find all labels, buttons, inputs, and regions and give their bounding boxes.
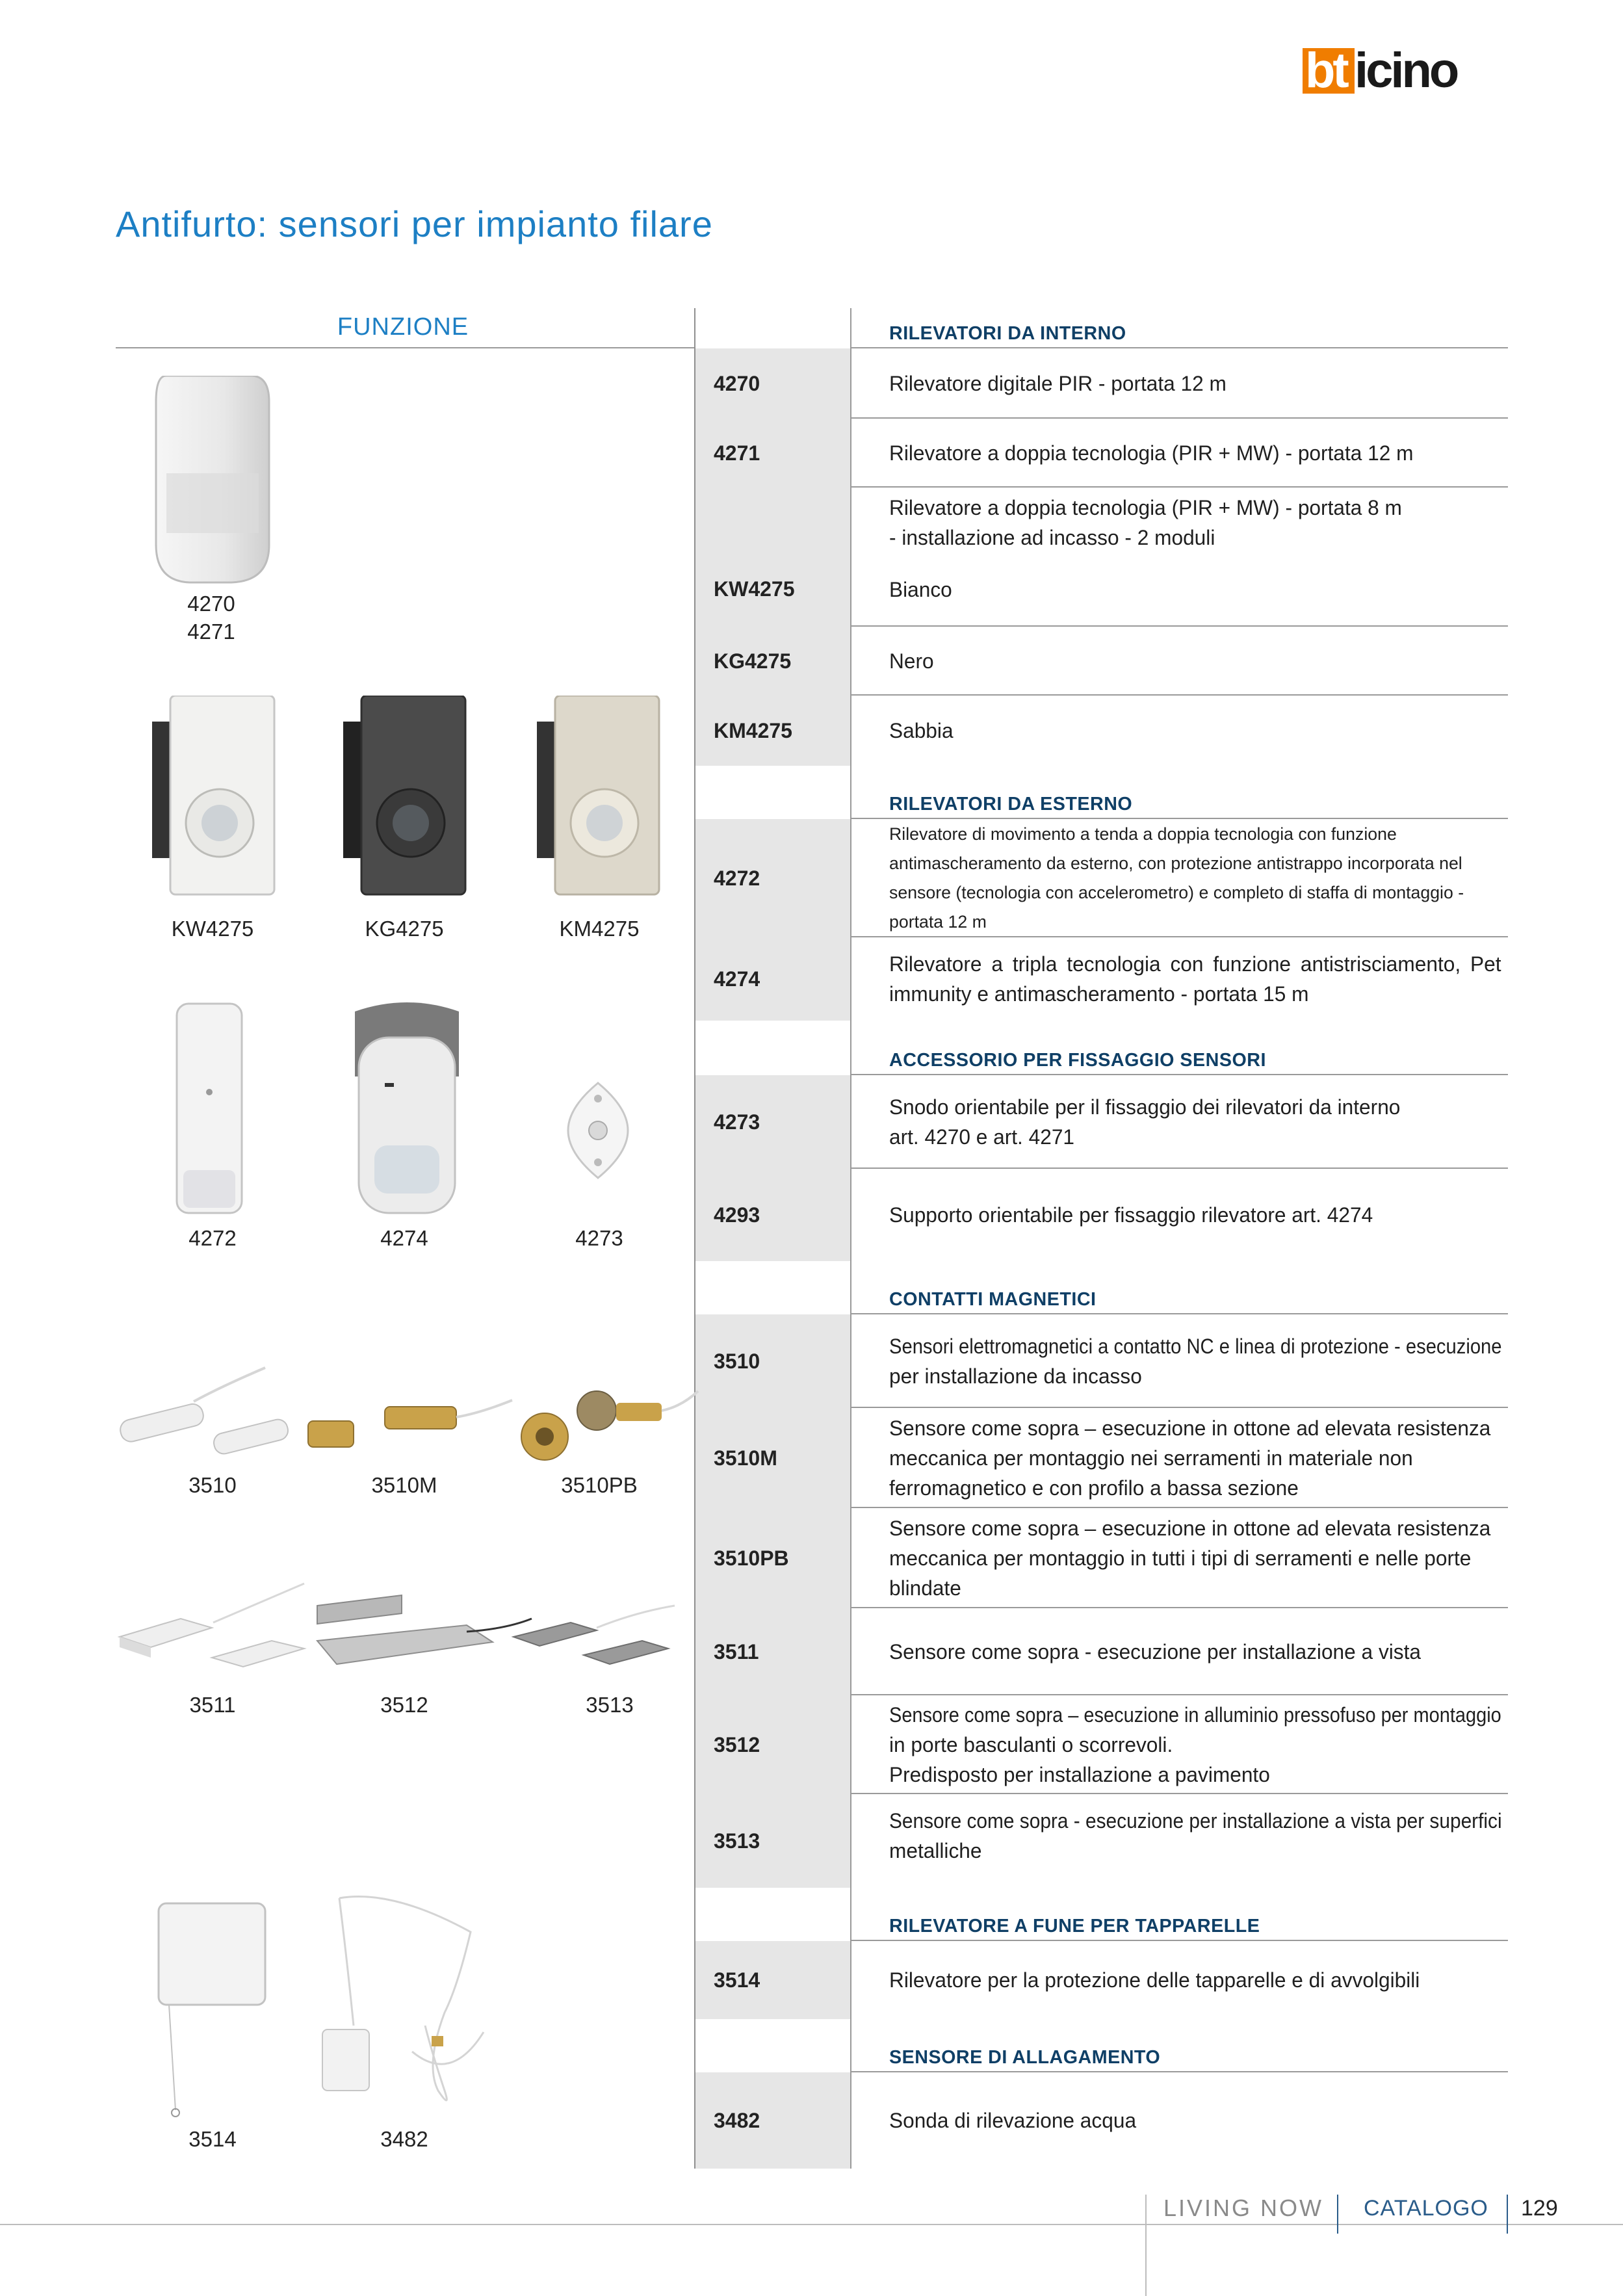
article-description: meccanica per montaggio nei serramenti in materiale non: [889, 1446, 1413, 1470]
page-title: Antifurto: sensori per impianto filare: [116, 203, 713, 244]
table-row: [695, 1695, 1508, 1794]
article-description: - installazione ad incasso - 2 moduli: [889, 526, 1215, 549]
recessed-sensor-sand-image: [533, 696, 663, 897]
article-code: 3510: [714, 1349, 760, 1373]
article-code: 3513: [714, 1829, 760, 1853]
section-heading: CONTATTI MAGNETICI: [889, 1289, 1097, 1310]
table-row: [695, 1408, 1508, 1508]
article-description: Sensori elettromagnetici a contatto NC e linea di protezione - esecuzione: [889, 1335, 1502, 1358]
article-description: ferromagnetico e con profilo a bassa sezione: [889, 1476, 1299, 1500]
table-row: [695, 419, 1508, 488]
article-description: Rilevatore a tripla tecnologia con funzione antistrisciamento, Pet: [889, 952, 1501, 976]
article-description: Rilevatore di movimento a tenda a doppia tecnologia con funzione: [889, 824, 1397, 844]
section-heading: RILEVATORI DA ESTERNO: [889, 794, 1133, 815]
table-row: [695, 1314, 1508, 1408]
footer-separator: [1145, 2195, 1147, 2296]
article-description: Bianco: [889, 578, 952, 601]
article-description: Sonda di rilevazione acqua: [889, 2109, 1137, 2132]
pir-sensor-image: [153, 376, 270, 585]
article-description: sensore (tecnologia con accelerometro) e completo di staffa di montaggio -: [889, 883, 1464, 902]
svg-text:icino: icino: [1355, 48, 1457, 94]
image-label: 3510: [188, 1473, 237, 1497]
image-label: 3511: [189, 1693, 236, 1717]
article-description: Rilevatore per la protezione delle tapparelle e di avvolgibili: [889, 1968, 1420, 1992]
table-row: [695, 348, 1508, 419]
article-description: blindate: [889, 1576, 961, 1600]
image-label: 3510PB: [561, 1473, 638, 1497]
article-description: meccanica per montaggio in tutti i tipi di serramenti e nelle porte: [889, 1546, 1472, 1570]
article-description: Snodo orientabile per il fissaggio dei rilevatori da interno: [889, 1095, 1401, 1119]
table-row: [695, 819, 1508, 937]
article-code: 3514: [714, 1968, 760, 1992]
image-label: 3482: [380, 2127, 428, 2151]
article-description: in porte basculanti o scorrevoli.: [889, 1733, 1173, 1756]
article-description: Predisposto per installazione a pavimento: [889, 1763, 1270, 1786]
funzione-header: FUNZIONE: [337, 313, 469, 341]
table-section-row: [695, 308, 1508, 348]
image-label: KW4275: [171, 917, 254, 941]
article-description: Sensore come sopra – esecuzione in ottone ad elevata resistenza: [889, 1416, 1491, 1440]
article-description: per installazione da incasso: [889, 1364, 1142, 1388]
table-row: [695, 488, 1508, 627]
image-label: 4271: [187, 620, 235, 644]
article-description: Nero: [889, 649, 934, 673]
table-section-row: [695, 1021, 1508, 1075]
article-description: Sensore come sopra – esecuzione in alluminio pressofuso per montaggio: [889, 1703, 1501, 1727]
article-code: KM4275: [714, 718, 792, 742]
image-label: 4274: [380, 1226, 428, 1250]
table-row: [695, 1508, 1508, 1608]
article-code: 3511: [714, 1639, 759, 1663]
footer-separator: [1507, 2195, 1508, 2234]
shutter-sensor-image: [153, 1901, 270, 2119]
triple-tech-sensor-image: [348, 998, 465, 1216]
image-label: 3510M: [371, 1473, 437, 1497]
page-number: 129: [1521, 2196, 1558, 2221]
table-section-row: [695, 2019, 1508, 2072]
article-description: metalliche: [889, 1839, 982, 1862]
table-row: [695, 1941, 1508, 2019]
article-code: 3510PB: [714, 1546, 789, 1570]
article-code: 4271: [714, 441, 760, 465]
article-code: 3510M: [714, 1446, 777, 1470]
table-section-row: [695, 1888, 1508, 1941]
footer-divider: [0, 2224, 1623, 2225]
article-description: antimascheramento da esterno, con protezione antistrappo incorporata nel: [889, 854, 1462, 873]
article-description: immunity e antimascheramento - portata 15 m: [889, 982, 1309, 1006]
article-code: KW4275: [714, 577, 795, 601]
table-row: [695, 1075, 1508, 1169]
image-label: KG4275: [365, 917, 444, 941]
article-description: Sabbia: [889, 719, 954, 742]
article-description: Sensore come sopra - esecuzione per installazione a vista per superfici: [889, 1809, 1502, 1833]
article-description: art. 4270 e art. 4271: [889, 1125, 1075, 1149]
section-heading: RILEVATORE A FUNE PER TAPPARELLE: [889, 1916, 1260, 1937]
section-heading: ACCESSORIO PER FISSAGGIO SENSORI: [889, 1050, 1266, 1071]
table-row: [695, 1794, 1508, 1888]
article-description: portata 12 m: [889, 912, 987, 932]
article-code: 4272: [714, 866, 760, 890]
article-description: Supporto orientabile per fissaggio rilevatore art. 4274: [889, 1203, 1373, 1227]
article-code: 3482: [714, 2108, 760, 2132]
bracket-image: [567, 1082, 629, 1179]
recessed-sensor-black-image: [339, 696, 469, 897]
article-description: Sensore come sopra - esecuzione per installazione a vista: [889, 1640, 1422, 1663]
svg-text:bt: bt: [1305, 48, 1347, 94]
table-row: [695, 627, 1508, 696]
magnetic-contacts-image: [116, 1361, 701, 1472]
image-label: 4270: [187, 592, 235, 616]
footer-catalogo: CATALOGO: [1364, 2196, 1488, 2221]
article-description: Sensore come sopra – esecuzione in ottone ad elevata resistenza: [889, 1517, 1491, 1540]
article-code: 4270: [714, 371, 760, 395]
funzione-divider: [116, 347, 695, 348]
surface-contacts-image: [116, 1580, 688, 1684]
article-code: 3512: [714, 1732, 760, 1756]
footer-living-now: LIVING NOW: [1163, 2195, 1324, 2221]
flood-sensor-image: [315, 1896, 494, 2111]
footer-separator: [1337, 2195, 1338, 2234]
table-row: [695, 937, 1508, 1021]
table-row: [695, 696, 1508, 766]
bticino-logo: [1303, 48, 1509, 94]
article-description: Rilevatore a doppia tecnologia (PIR + MW) - portata 12 m: [889, 441, 1414, 465]
image-label: 4272: [188, 1226, 237, 1250]
section-heading: SENSORE DI ALLAGAMENTO: [889, 2047, 1161, 2068]
image-label: 3512: [380, 1693, 428, 1717]
table-section-row: [695, 1261, 1508, 1314]
table-row: [695, 1169, 1508, 1261]
image-label: 4273: [575, 1226, 623, 1250]
article-code: 4293: [714, 1203, 760, 1227]
image-label: 3513: [586, 1693, 634, 1717]
article-code: 4273: [714, 1110, 760, 1134]
article-description: Rilevatore a doppia tecnologia (PIR + MW) - portata 8 m: [889, 496, 1402, 519]
table-row: [695, 1608, 1508, 1695]
article-code: KG4275: [714, 649, 792, 673]
section-heading: RILEVATORI DA INTERNO: [889, 323, 1126, 344]
table-section-row: [695, 766, 1508, 819]
recessed-sensor-white-image: [148, 696, 278, 897]
curtain-sensor-image: [174, 1001, 246, 1216]
table-row: [695, 2072, 1508, 2169]
image-label: KM4275: [559, 917, 640, 941]
article-description: Rilevatore digitale PIR - portata 12 m: [889, 372, 1227, 395]
image-label: 3514: [188, 2127, 237, 2151]
article-code: 4274: [714, 967, 760, 991]
